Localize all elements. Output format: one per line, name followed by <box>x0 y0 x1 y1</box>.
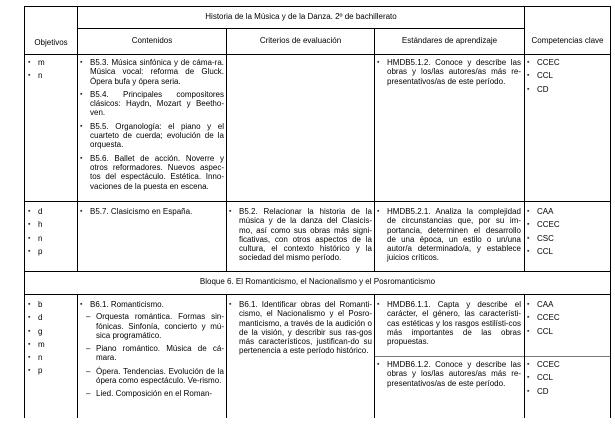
estandar-item: ▪ HMDB5.1.2. Conoce y describe las obras y los/las autores/as más re-presentativos/as de este período. <box>377 58 521 86</box>
competencia-item: ▪ CCL <box>527 326 554 336</box>
header-estandares: Estándares de aprendizaje <box>401 36 498 45</box>
bullet-icon: ▪ <box>80 90 83 98</box>
bullet-icon: ▪ <box>229 208 232 215</box>
s2-contenidos <box>80 207 224 216</box>
header-contenidos: Contenidos <box>131 36 173 45</box>
bullet-icon: ▪ <box>28 367 31 375</box>
bloque-heading: Bloque 6. El Romanticismo, el Nacionalismo y el Posromanticismo <box>199 277 436 286</box>
competencia-item: ▪ CCL <box>527 71 554 81</box>
header-objetivos: Objetivos <box>34 38 68 47</box>
bloque-row-bottom-border <box>24 294 611 295</box>
bullet-icon: ▪ <box>527 374 530 382</box>
contenido-subitem: – Orquesta romántica. Formas sin-fónicas. Sinfonía, concierto y mú-sica programático. <box>86 312 224 340</box>
table-title: Historia de la Música y de la Danza. 2º de bachillerato <box>205 12 397 21</box>
bullet-icon: ▪ <box>527 85 530 93</box>
bullet-icon: ▪ <box>80 59 83 66</box>
s3-estandar-b <box>377 360 521 388</box>
s2-competencias <box>527 207 607 256</box>
bullet-icon: ▪ <box>527 72 530 80</box>
bullet-icon: ▪ <box>28 59 31 66</box>
contenido-item: ▪ B5.6. Ballet de acción. Noverre y otros reformadores. Nuevos aspec-tos del espectáculo. Estética. Inno-vaciones de la puesta en escena. <box>80 153 224 191</box>
bullet-icon: ▪ <box>28 354 31 362</box>
dash-icon: – <box>86 344 91 354</box>
objetivo-item: ▪ n <box>28 353 43 363</box>
competencia-item: ▪ CCEC <box>527 360 560 369</box>
s1-estandares <box>377 58 521 86</box>
competencia-item: ▪ CSC <box>527 233 554 243</box>
estandar-item: ▪ HMDB6.1.2. Conoce y describe las obras y los/las autores/as más re-presentativos/as de este período. <box>377 360 521 388</box>
s2-criterios <box>229 207 372 263</box>
objetivo-item: ▪ p <box>28 366 43 376</box>
bullet-icon: ▪ <box>28 327 31 335</box>
bullet-icon: ▪ <box>377 301 380 308</box>
section1-bottom-border <box>24 201 611 202</box>
bullet-icon: ▪ <box>28 221 31 229</box>
bullet-icon: ▪ <box>80 208 83 215</box>
s2-objetivos <box>28 207 73 256</box>
bullet-icon: ▪ <box>28 247 31 255</box>
objetivo-item: ▪ m <box>28 58 45 67</box>
s1-competencias <box>527 58 607 94</box>
bullet-icon: ▪ <box>527 234 530 242</box>
bullet-icon: ▪ <box>80 122 83 130</box>
s3-competencias-a <box>527 300 607 336</box>
estandar-split-border <box>374 356 610 357</box>
competencia-item: ▪ CD <box>527 386 549 396</box>
bullet-icon: ▪ <box>28 314 31 322</box>
contenido-item: ▪ B5.5. Organología: el piano y el cuarteto de cuerda; evolución de la orquesta. <box>80 121 224 150</box>
title-row-border <box>77 28 524 29</box>
criterio-item: ▪ B6.1. Identificar obras del Romanti-cismo, el Nacionalismo y el Posro-manticismo, a través de la audición o de la visión, y describir sus ras-gos más característicos, justifican-do su pertenencia a este período histórico. <box>229 300 372 356</box>
estandares-right-border-lower <box>524 294 525 418</box>
s3-estandar-a <box>377 300 521 346</box>
estandar-item: ▪ HMDB6.1.1. Capta y describe el carácter, el género, las característi-cas estéticas y los rasgos estilísti-cos más importantes de las obras propuestas. <box>377 300 521 347</box>
criterio-item: ▪ B5.2. Relacionar la historia de la música y de la danza del Clasicis-mo, así como sus obras más signi-ficativas, con otros aspectos de la cultura, el contexto histórico y la sociedad del mismo período. <box>229 207 372 263</box>
s3-criterios <box>229 300 372 356</box>
dash-icon: – <box>86 366 91 376</box>
table-right-border <box>610 6 611 418</box>
table-top-border <box>24 6 611 7</box>
contenido-subitem: – Lied. Composición en el Roman- <box>86 389 213 399</box>
bullet-icon: ▪ <box>527 59 530 66</box>
bullet-icon: ▪ <box>527 387 530 395</box>
contenido-item: ▪ B5.7. Clasicismo en España. <box>80 207 193 216</box>
objetivo-item: ▪ n <box>28 71 43 81</box>
s1-contenidos <box>80 58 224 191</box>
objetivo-item: ▪ h <box>28 220 43 230</box>
objetivo-item: ▪ b <box>28 300 43 309</box>
contenidos-right-border <box>226 28 227 271</box>
competencia-item: ▪ CCEC <box>527 313 560 323</box>
contenidos-right-border-lower <box>226 294 227 418</box>
header-criterios: Criterios de evaluación <box>259 36 342 45</box>
contenido-item: ▪ B5.4. Principales compositores clásicos: Haydn, Mozart y Beetho-ven. <box>80 89 224 118</box>
s1-objetivos <box>28 58 73 81</box>
competencia-item: ▪ CCEC <box>527 58 560 67</box>
bullet-icon: ▪ <box>28 208 31 215</box>
contenido-item: ▪ B5.3. Música sinfónica y de cáma-ra. Música vocal: reforma de Gluck. Ópera bufa y ópera seria. <box>80 58 224 86</box>
bullet-icon: ▪ <box>527 361 530 368</box>
objetivos-right-border-lower <box>77 294 78 418</box>
bullet-icon: ▪ <box>80 154 83 162</box>
objetivo-item: ▪ d <box>28 207 43 216</box>
bullet-icon: ▪ <box>527 208 530 215</box>
objetivo-item: ▪ m <box>28 339 45 349</box>
header-competencias: Competencias clave <box>531 36 604 45</box>
bullet-icon: ▪ <box>28 301 31 308</box>
table-left-border <box>24 6 25 418</box>
bullet-icon: ▪ <box>377 59 380 66</box>
contenido-item: ▪ B6.1. Romanticismo. <box>80 300 164 309</box>
competencia-item: ▪ CCEC <box>527 220 560 230</box>
bullet-icon: ▪ <box>229 301 232 308</box>
bullet-icon: ▪ <box>527 301 530 308</box>
objetivo-item: ▪ g <box>28 326 43 336</box>
contenido-subitem: – Ópera. Tendencias. Evolución de la ópera como espectáculo. Ve-rismo. <box>86 366 224 386</box>
bullet-icon: ▪ <box>527 314 530 322</box>
bullet-icon: ▪ <box>527 221 530 229</box>
competencia-item: ▪ CCL <box>527 373 554 383</box>
competencia-item: ▪ CAA <box>527 207 554 216</box>
bullet-icon: ▪ <box>527 327 530 335</box>
objetivo-item: ▪ n <box>28 233 43 243</box>
criterios-right-border-lower <box>374 294 375 418</box>
dash-icon: – <box>86 389 91 399</box>
s3-objetivos <box>28 300 73 376</box>
bullet-icon: ▪ <box>377 208 380 215</box>
competencia-item: ▪ CCL <box>527 246 554 256</box>
bullet-icon: ▪ <box>80 301 83 308</box>
bullet-icon: ▪ <box>527 247 530 255</box>
bullet-icon: ▪ <box>28 340 31 348</box>
criterios-right-border <box>374 28 375 271</box>
contenido-subitem: – Piano romántico. Música de cá-mara. <box>86 344 224 363</box>
s3-competencias-b <box>527 360 607 396</box>
section2-bottom-border <box>24 271 611 272</box>
bullet-icon: ▪ <box>28 234 31 242</box>
objetivo-item: ▪ p <box>28 246 43 256</box>
estandar-item: ▪ HMDB5.2.1. Analiza la complejidad de circunstancias que, por su im-portancia, determinen el desarrollo de una época, un estilo o un/una autor/a determinado/a, y establece juicios críticos. <box>377 207 521 263</box>
s3-contenidos <box>80 300 224 399</box>
objetivo-item: ▪ d <box>28 313 43 323</box>
bullet-icon: ▪ <box>377 361 380 368</box>
bullet-icon: ▪ <box>28 72 31 80</box>
competencia-item: ▪ CAA <box>527 300 554 309</box>
competencia-item: ▪ CD <box>527 84 549 94</box>
s2-estandares <box>377 207 521 263</box>
header-row-border <box>24 54 611 55</box>
dash-icon: – <box>86 312 91 322</box>
